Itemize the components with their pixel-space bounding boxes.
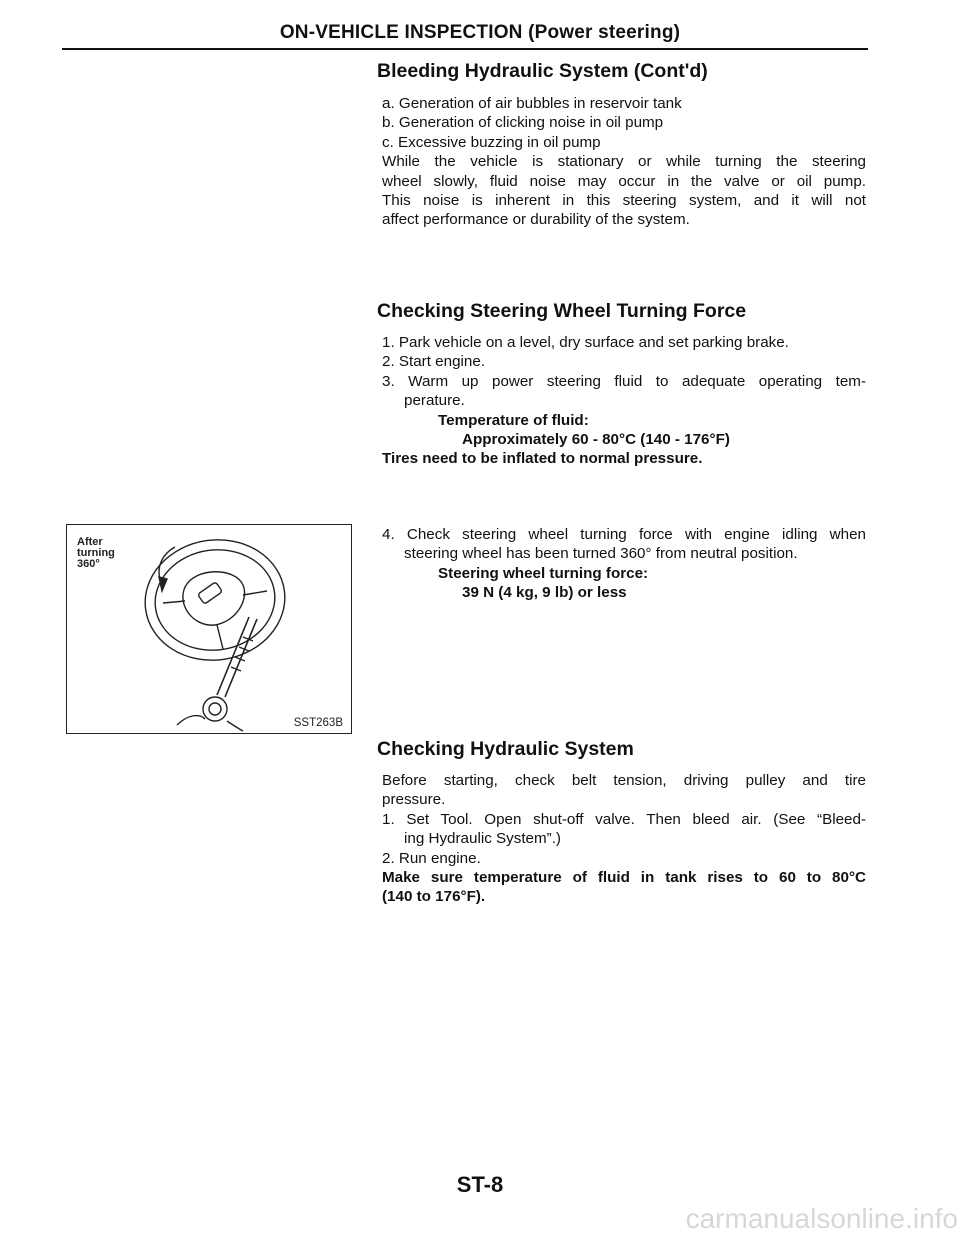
list-item: b. Generation of clicking noise in oil pump: [382, 114, 664, 132]
watermark-text: carmanualsonline.info: [685, 1203, 958, 1234]
wheel-emblem: [198, 582, 223, 604]
force-label: Steering wheel turning force:: [438, 564, 649, 582]
section-heading-turning-force: Checking Steering Wheel Turning Force: [377, 300, 747, 322]
step-line: 1. Park vehicle on a level, dry surface and set parking brake.: [382, 334, 789, 351]
paragraph-line: wheel slowly, fluid noise may occur in the valve or oil pump.: [382, 172, 866, 190]
note: Tires need to be inflated to normal pressure.: [382, 450, 703, 468]
figure-label-line: After: [77, 536, 103, 548]
step-line: 4. Check steering wheel turning force with engine idling when: [382, 526, 866, 543]
paragraph-line: While the vehicle is stationary or while turning the steering: [382, 153, 866, 171]
wheel-rim-outer: [137, 531, 292, 669]
step-line: perature.: [404, 392, 465, 410]
page-header: ON-VEHICLE INSPECTION (Power steering): [279, 22, 681, 43]
section-bleeding-body: [382, 94, 866, 230]
step-line: steering wheel has been turned 360° from neutral position.: [404, 545, 798, 563]
steering-wheel-illustration: [67, 525, 351, 733]
step-line: 2. Start engine.: [382, 353, 486, 371]
spec-label: Temperature of fluid:: [438, 411, 589, 429]
paragraph-line: Before starting, check belt tension, driving pulley and tire: [382, 772, 866, 789]
step4-block: [382, 525, 866, 603]
step-line: 2. Run engine.: [382, 849, 481, 867]
page-number: ST-8: [456, 1172, 504, 1197]
gauge-shaft: [217, 617, 249, 695]
force-value: 39 N (4 kg, 9 lb) or less: [462, 584, 627, 602]
paragraph-line: This noise is inherent in this steering system, and it will not: [382, 192, 866, 210]
header-rule: [62, 48, 868, 50]
paragraph-line: pressure.: [382, 791, 446, 809]
section-heading-bleeding: Bleeding Hydraulic System (Cont'd): [377, 60, 708, 82]
spec-value: Approximately 60 - 80°C (140 - 176°F): [462, 431, 730, 449]
hand-outline: [177, 716, 205, 725]
section-hydraulic-body: [382, 771, 866, 907]
gauge-ring: [203, 697, 227, 721]
figure-label-line: 360°: [77, 558, 100, 570]
watermark: [0, 1203, 960, 1235]
note-line: Make sure temperature of fluid in tank rises to 60 to 80°C: [382, 869, 866, 887]
section-heading-hydraulic: Checking Hydraulic System: [377, 738, 634, 760]
note-line: (140 to 176°F).: [382, 888, 486, 906]
step-line: 3. Warm up power steering fluid to adequate operating tem-: [382, 372, 866, 390]
list-item: a. Generation of air bubbles in reservoir tank: [382, 95, 682, 112]
paragraph-line: affect performance or durability of the system.: [382, 211, 690, 229]
section-turning-force-body: [382, 333, 866, 469]
list-item: c. Excessive buzzing in oil pump: [382, 133, 601, 151]
figure-code: SST263B: [293, 717, 343, 729]
figure-label-line: turning: [77, 547, 115, 559]
arrow-head: [159, 577, 167, 591]
wheel-rim-inner: [149, 542, 282, 658]
step-line: 1. Set Tool. Open shut-off valve. Then bleed air. (See “Bleed-: [382, 810, 866, 828]
figure-steering-wheel: [66, 524, 352, 734]
step-line: ing Hydraulic System”.): [404, 830, 561, 848]
